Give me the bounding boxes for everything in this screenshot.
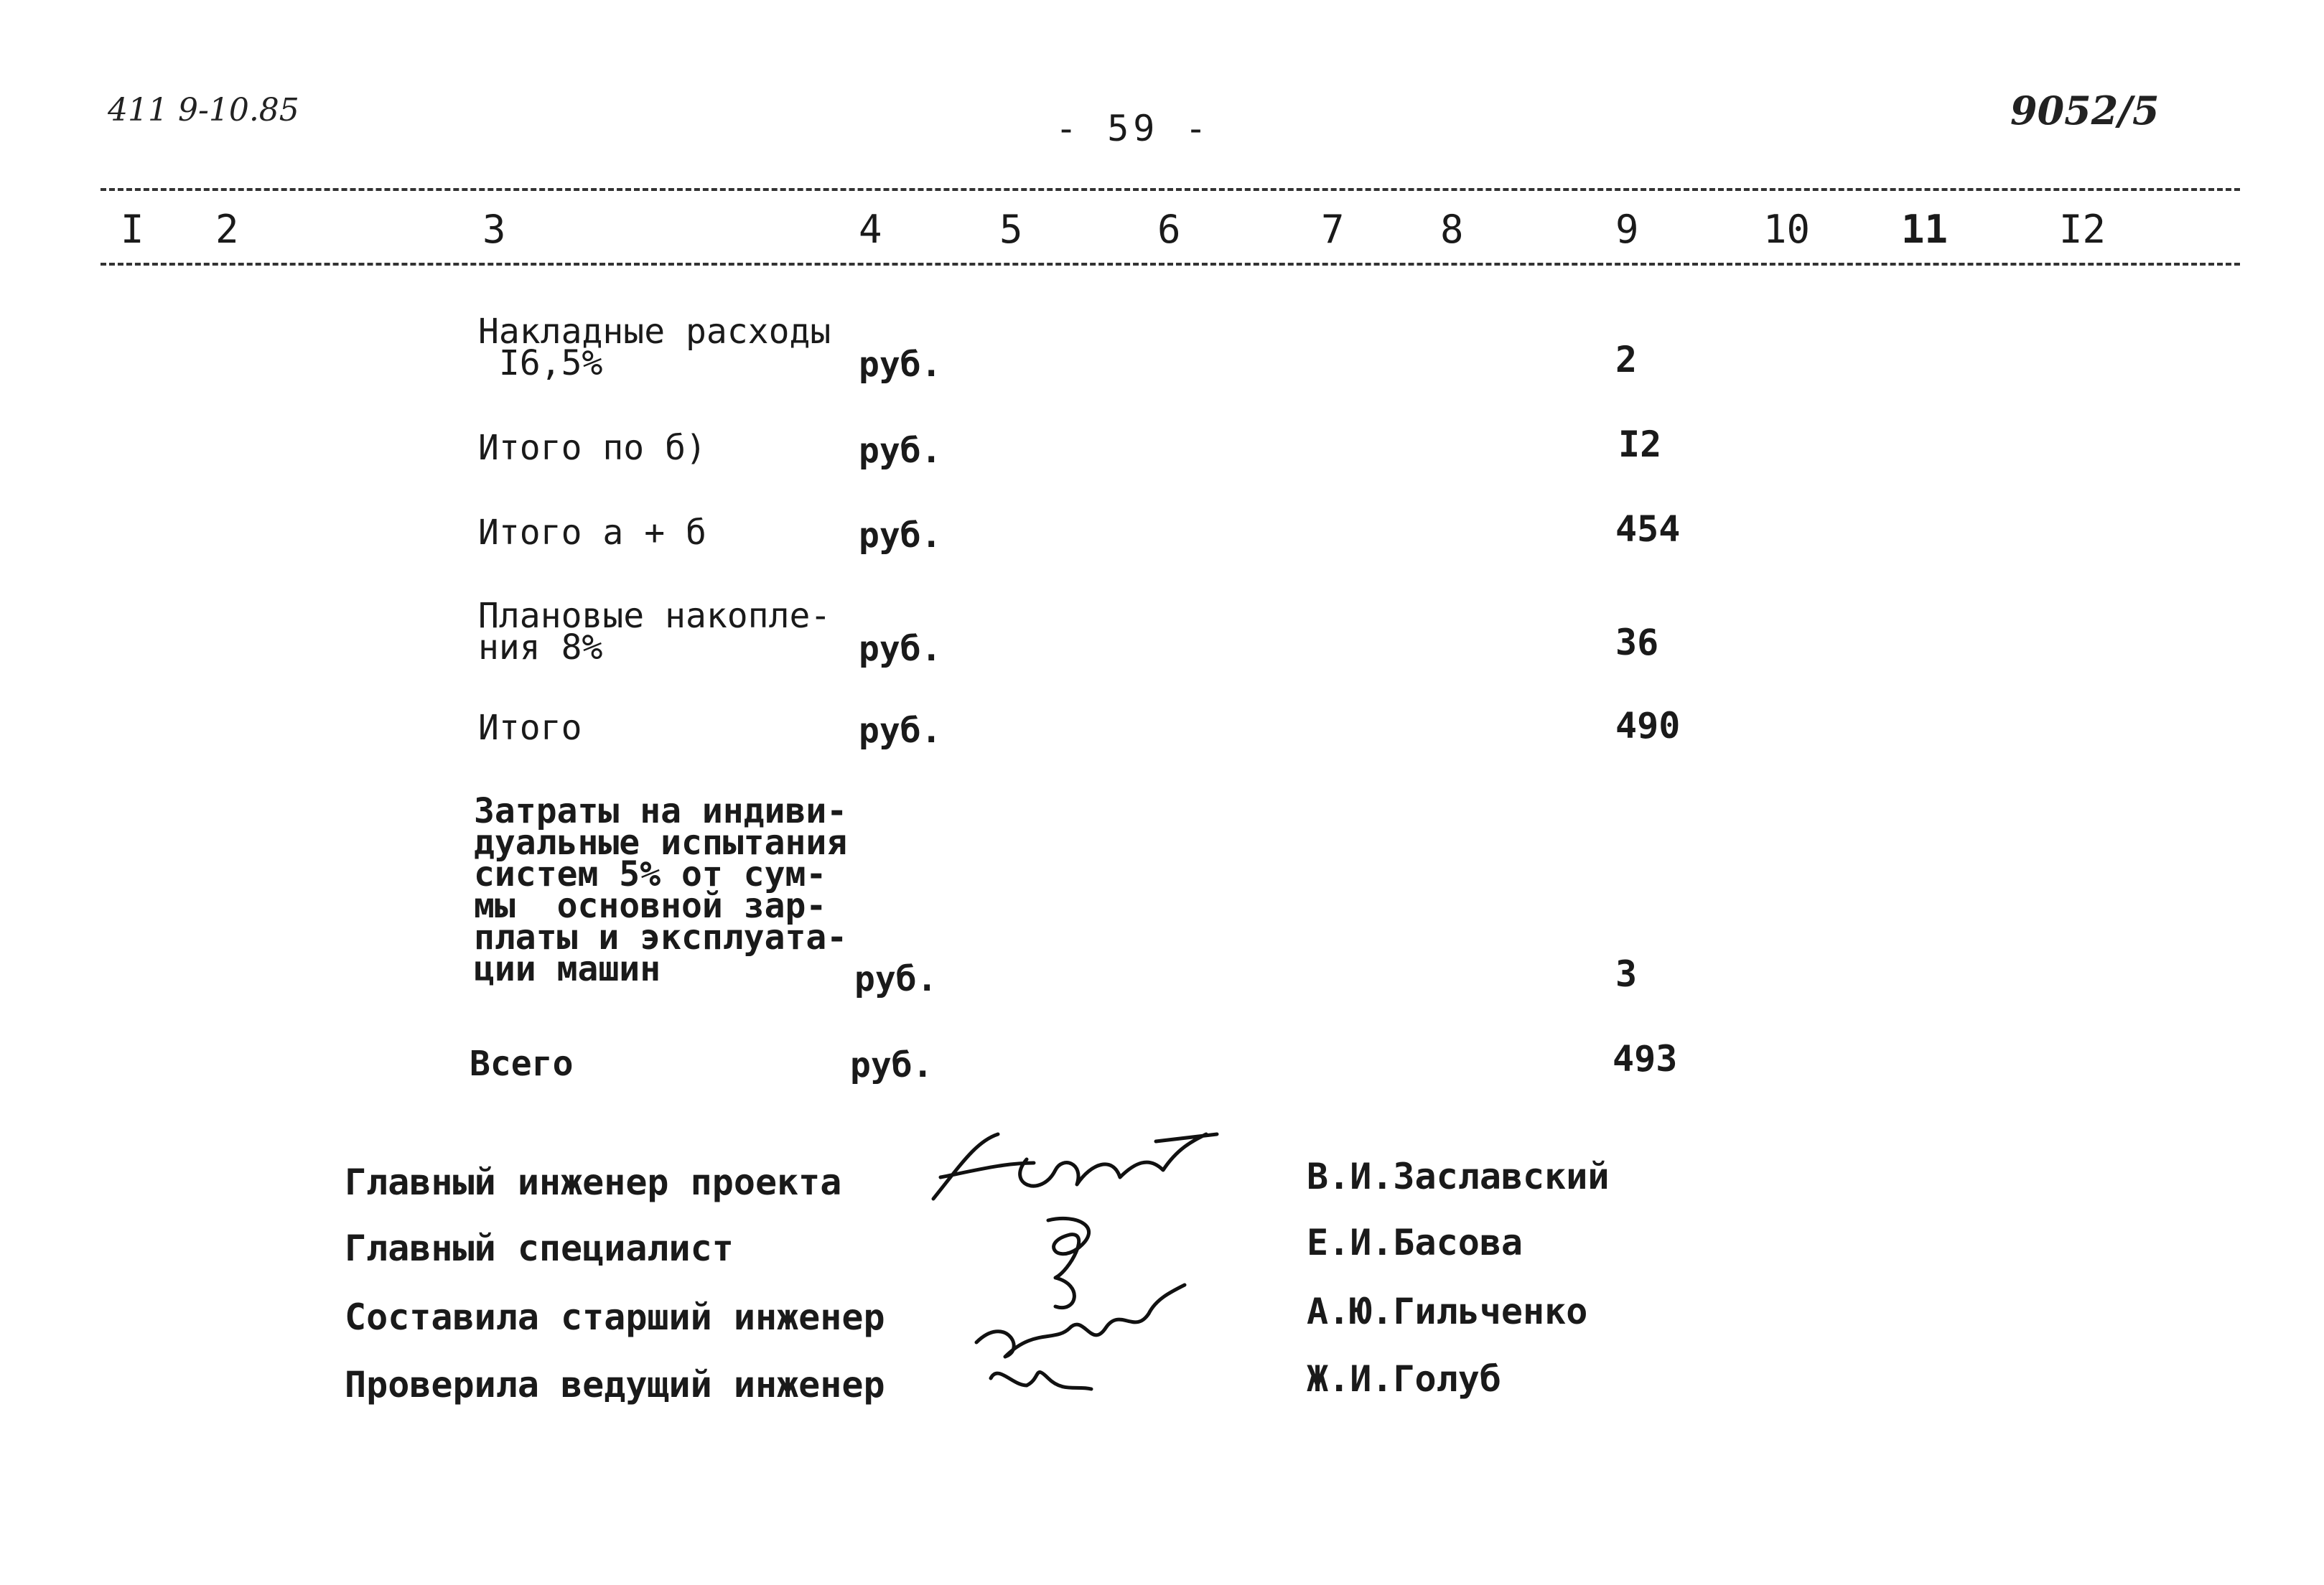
signature-title-2: Главный специалист: [345, 1228, 734, 1269]
row-6-value: 3: [1615, 953, 1638, 995]
signature-title-3: Составила старший инженер: [345, 1296, 885, 1338]
row-3-value: 454: [1615, 508, 1681, 550]
signature-name-4: Ж.И.Голуб: [1307, 1358, 1501, 1400]
column-number-10: 10: [1763, 207, 1811, 252]
row-7-unit: руб.: [850, 1045, 933, 1085]
row-3-unit: руб.: [859, 515, 942, 556]
column-number-4: 4: [859, 207, 882, 252]
row-2-description: Итого по б): [478, 428, 706, 468]
row-5-unit: руб.: [859, 711, 942, 751]
row-2-unit: руб.: [859, 431, 942, 471]
row-6-unit: руб.: [854, 959, 938, 999]
row-6-description: Затраты на индиви- дуальные испытания систем 5% от сум- мы основной зар- платы и эксплуата- ции машин: [474, 791, 848, 989]
row-2-value: I2: [1618, 424, 1662, 465]
column-number-9: 9: [1615, 207, 1639, 252]
column-number-6: 6: [1157, 207, 1181, 252]
document-code-right: 9052/5: [2010, 88, 2160, 134]
page-number: - 59 -: [1055, 108, 1211, 149]
table-top-rule: [101, 188, 2240, 191]
row-7-description: Всего: [470, 1044, 574, 1084]
row-5-value: 490: [1615, 705, 1681, 747]
column-number-1: I: [121, 207, 144, 252]
signature-title-4: Проверила ведущий инженер: [345, 1364, 885, 1406]
signature-name-2: Е.И.Басова: [1307, 1222, 1523, 1263]
column-number-12: I2: [2059, 207, 2106, 252]
handwritten-signature-1: [919, 1120, 1228, 1213]
row-4-description: Плановые накопле- ния 8%: [478, 596, 831, 668]
row-7-value: 493: [1613, 1038, 1678, 1080]
row-4-unit: руб.: [859, 629, 942, 669]
column-number-8: 8: [1440, 207, 1464, 252]
row-1-unit: руб.: [859, 345, 942, 385]
row-5-description: Итого: [478, 708, 582, 748]
column-number-2: 2: [215, 207, 239, 252]
column-number-5: 5: [999, 207, 1023, 252]
signature-title-1: Главный инженер проекта: [345, 1161, 842, 1203]
document-code-left: 411 9-10.85: [108, 92, 299, 128]
table-header-rule: [101, 263, 2240, 266]
row-3-description: Итого а + б: [478, 513, 706, 553]
handwritten-signature-2: [962, 1206, 1199, 1400]
signature-name-1: В.И.Заславский: [1307, 1156, 1610, 1197]
row-1-description: Накладные расходы I6,5%: [478, 312, 831, 383]
signature-name-3: А.Ю.Гильченко: [1307, 1291, 1588, 1332]
column-number-3: 3: [482, 207, 506, 252]
row-4-value: 36: [1615, 622, 1659, 663]
row-1-value: 2: [1615, 339, 1638, 380]
column-number-11: 11: [1901, 207, 1949, 252]
column-number-7: 7: [1321, 207, 1345, 252]
